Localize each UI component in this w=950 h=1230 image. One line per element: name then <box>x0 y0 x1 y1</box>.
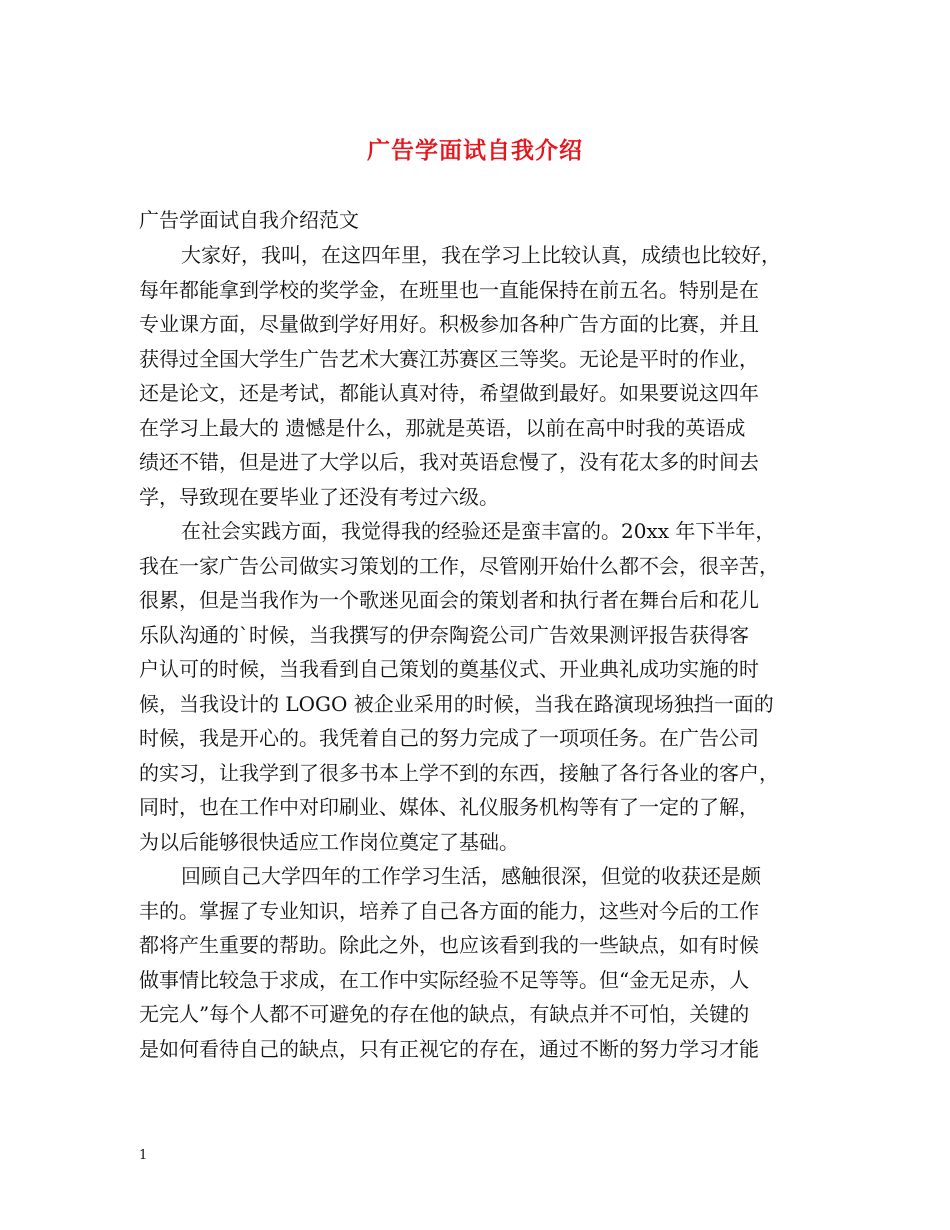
document-title: 广告学面试自我介绍 <box>367 137 583 164</box>
text-line: 同时，也在工作中对印刷业、媒体、礼仪服务机构等有了一定的了解， <box>139 795 759 819</box>
text-line: 获得过全国大学生广告艺术大赛江苏赛区三等奖。无论是平时的作业， <box>139 346 759 371</box>
text-line: 都将产生重要的帮助。除此之外，也应该看到我的一些缺点，如有时候 <box>139 933 759 957</box>
text-line: 户认可的时候，当我看到自己策划的奠基仪式、开业典礼成功实施的时 <box>139 657 759 681</box>
text-line: 为以后能够很快适应工作岗位奠定了基础。 <box>139 829 519 854</box>
text-line: 的实习，让我学到了很多书本上学不到的东西，接触了各行各业的客户， <box>139 760 779 785</box>
text-line: 做事情比较急于求成，在工作中实际经验不足等等。但“金无足赤，人 <box>139 967 750 992</box>
text-line: 绩还不错，但是进了大学以后，我对英语怠慢了，没有花太多的时间去 <box>139 450 759 474</box>
text-line: 还是论文，还是考试，都能认真对待，希望做到最好。如果要说这四年 <box>139 381 759 405</box>
text-line: 是如何看待自己的缺点，只有正视它的存在，通过不断的努力学习才能 <box>139 1036 759 1061</box>
text-line: 回顾自己大学四年的工作学习生活，感触很深，但觉的收获还是颇 <box>181 864 761 888</box>
text-line: 丰的。掌握了专业知识，培养了自己各方面的能力，这些对今后的工作 <box>139 898 759 923</box>
document-subtitle: 广告学面试自我介绍范文 <box>139 208 359 232</box>
text-line: 每年都能拿到学校的奖学金，在班里也一直能保持在前五名。特别是在 <box>139 277 759 302</box>
text-line: 学，导致现在要毕业了还没有考过六级。 <box>139 484 499 509</box>
text-line: 乐队沟通的`时候，当我撰写的伊奈陶瓷公司广告效果测评报告获得客 <box>139 622 749 647</box>
page-number: 1 <box>139 1148 148 1163</box>
document-body <box>139 238 829 1066</box>
text-line: 很累，但是当我作为一个歌迷见面会的策划者和执行者在舞台后和花儿 <box>139 588 759 612</box>
text-line: 在学习上最大的 遗憾是什么，那就是英语，以前在高中时我的英语成 <box>139 415 746 440</box>
text-line: 专业课方面，尽量做到学好用好。积极参加各种广告方面的比赛，并且 <box>139 312 759 336</box>
text-line: 我在一家广告公司做实习策划的工作，尽管刚开始什么都不会，很辛苦， <box>139 553 779 578</box>
text-line: 大家好，我叫，在这四年里，我在学习上比较认真，成绩也比较好， <box>181 243 781 267</box>
text-line: 时候，我是开心的。我凭着自己的努力完成了一项项任务。在广告公司 <box>139 726 759 750</box>
text-line: 候，当我设计的 LOGO 被企业采用的时候，当我在路演现场独挡一面的 <box>139 691 774 716</box>
text-line: 在社会实践方面，我觉得我的经验还是蛮丰富的。20xx 年下半年， <box>181 519 776 543</box>
text-line: 无完人”每个人都不可避免的存在他的缺点，有缺点并不可怕，关键的 <box>139 1002 750 1026</box>
